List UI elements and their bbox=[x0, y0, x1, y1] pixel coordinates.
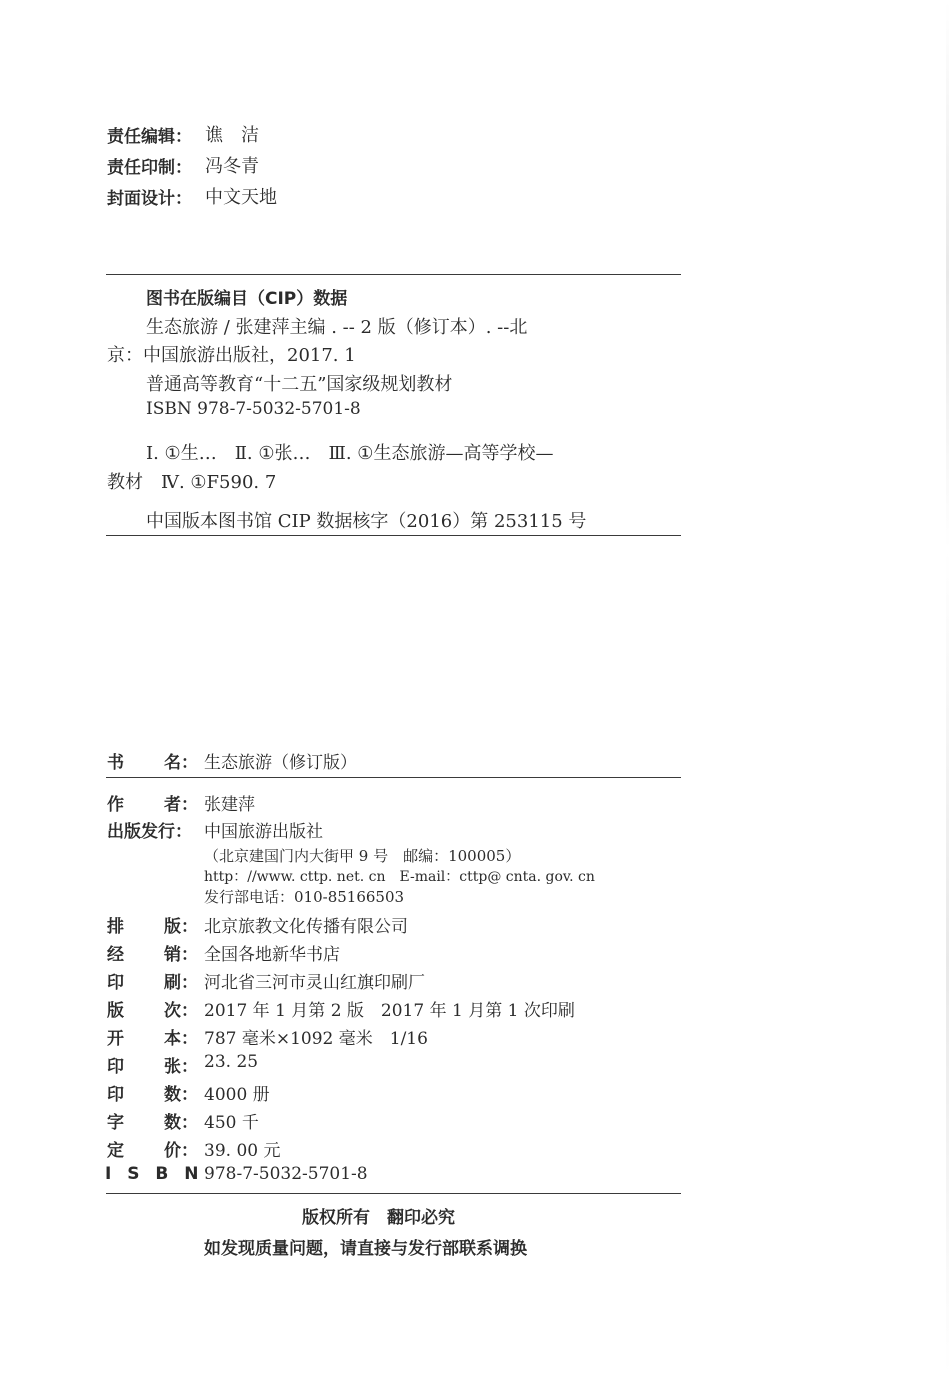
cip-record-number: 中国版本图书馆 CIP 数据核字（2016）第 253115 号 bbox=[146, 511, 587, 532]
staff-label-editor: 责任编辑： bbox=[107, 127, 192, 147]
imprint-value: 北京旅教文化传播有限公司 bbox=[204, 917, 408, 937]
page-edge-shadow bbox=[946, 0, 949, 1374]
imprint-label: 版 bbox=[107, 1001, 124, 1021]
staff-value-editor: 谯 洁 bbox=[205, 125, 259, 146]
quality-notice: 如发现质量问题，请直接与发行部联系调换 bbox=[204, 1239, 527, 1259]
imprint-value: 全国各地新华书店 bbox=[204, 945, 340, 965]
cip-top-rule bbox=[106, 274, 681, 275]
imprint-label: 本： bbox=[164, 1029, 198, 1049]
imprint-value: 787 毫米×1092 毫米 1/16 bbox=[204, 1029, 428, 1049]
cip-classification: Ⅰ. ①生… Ⅱ. ①张… Ⅲ. ①生态旅游—高等学校— bbox=[146, 443, 554, 464]
imprint-label: 版： bbox=[164, 917, 198, 937]
cip-line: 生态旅游 / 张建萍主编 . -- 2 版（修订本）. --北 bbox=[146, 317, 528, 338]
imprint-label: 名： bbox=[164, 753, 198, 773]
imprint-label: 作 bbox=[107, 795, 124, 815]
imprint-value: 23. 25 bbox=[204, 1052, 259, 1072]
imprint-label: 排 bbox=[107, 917, 124, 937]
staff-value-cover: 中文天地 bbox=[205, 187, 277, 208]
imprint-value: 河北省三河市灵山红旗印刷厂 bbox=[204, 973, 425, 993]
copyright-notice: 版权所有 翻印必究 bbox=[302, 1208, 455, 1228]
imprint-label: 出版发行： bbox=[107, 822, 192, 842]
cip-classification: 教材 Ⅳ. ①F590. 7 bbox=[107, 472, 277, 493]
imprint-label: 数： bbox=[164, 1085, 198, 1105]
imprint-label: 印 bbox=[107, 1057, 124, 1077]
imprint-bottom-rule bbox=[106, 1193, 681, 1194]
cip-line: 普通高等教育“十二五”国家级规划教材 bbox=[146, 374, 453, 395]
imprint-label: 次： bbox=[164, 1001, 198, 1021]
book-title: 生态旅游（修订版） bbox=[204, 753, 357, 773]
imprint-label: 定 bbox=[107, 1141, 124, 1161]
imprint-label: 字 bbox=[107, 1113, 124, 1133]
imprint-label: 印 bbox=[107, 1085, 124, 1105]
imprint-label: I S B N bbox=[105, 1164, 204, 1184]
publisher-address: （北京建国门内大街甲 9 号 邮编：100005） bbox=[204, 847, 521, 865]
imprint-label: 张： bbox=[164, 1057, 198, 1077]
imprint-label: 数： bbox=[164, 1113, 198, 1133]
cip-heading: 图书在版编目（CIP）数据 bbox=[146, 289, 348, 309]
imprint-title-rule bbox=[106, 777, 681, 778]
imprint-label: 印 bbox=[107, 973, 124, 993]
imprint-value: 4000 册 bbox=[204, 1085, 270, 1105]
imprint-label: 开 bbox=[107, 1029, 124, 1049]
staff-label-printing: 责任印制： bbox=[107, 158, 192, 178]
imprint-value: 39. 00 元 bbox=[204, 1141, 281, 1161]
cip-line: 京：中国旅游出版社，2017. 1 bbox=[107, 345, 356, 366]
imprint-value: 2017 年 1 月第 2 版 2017 年 1 月第 1 次印刷 bbox=[204, 1001, 575, 1021]
publisher-web: http：//www. cttp. net. cn E-mail：cttp@ cnta. gov. cn bbox=[204, 869, 595, 885]
imprint-label: 者： bbox=[164, 795, 198, 815]
cip-bottom-rule bbox=[106, 535, 681, 536]
author-value: 张建萍 bbox=[204, 795, 255, 815]
imprint-label: 书 bbox=[107, 753, 124, 773]
publisher-value: 中国旅游出版社 bbox=[204, 822, 323, 842]
cip-isbn: ISBN 978-7-5032-5701-8 bbox=[146, 399, 361, 419]
imprint-label: 价： bbox=[164, 1141, 198, 1161]
imprint-label: 刷： bbox=[164, 973, 198, 993]
staff-value-printing: 冯冬青 bbox=[205, 156, 259, 177]
staff-label-cover: 封面设计： bbox=[107, 189, 192, 209]
imprint-label: 销： bbox=[164, 945, 198, 965]
publisher-phone: 发行部电话：010-85166503 bbox=[204, 888, 405, 906]
imprint-label: 经 bbox=[107, 945, 124, 965]
imprint-value: 450 千 bbox=[204, 1113, 259, 1133]
imprint-value: 978-7-5032-5701-8 bbox=[204, 1164, 368, 1184]
